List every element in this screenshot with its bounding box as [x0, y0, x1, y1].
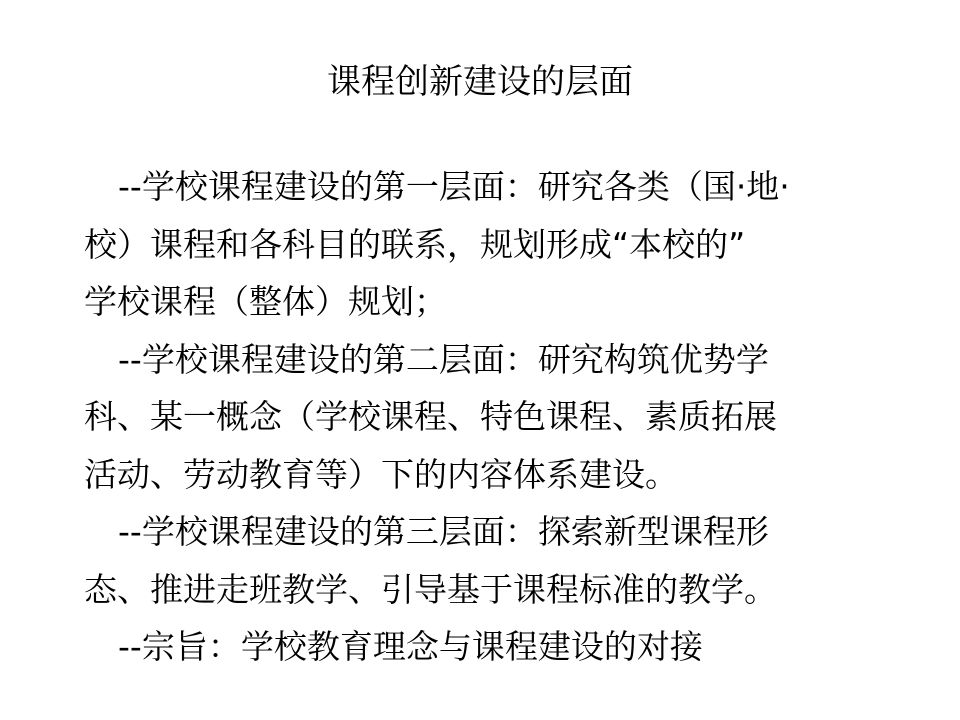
body-line-level-1-cont-a: 校）课程和各科目的联系，规划形成“本校的” [84, 224, 746, 264]
body-line-level-2-cont-a: 科、某一概念（学校课程、特色课程、素质拓展 [84, 397, 777, 436]
body-line-level-2: --学校课程建设的第二层面：研究构筑优势学 [118, 339, 769, 379]
body-line-level-3: --学校课程建设的第三层面：探索新型课程形 [118, 512, 769, 551]
slide-title: 课程创新建设的层面 [327, 62, 633, 102]
body-line-purpose: --宗旨：学校教育理念与课程建设的对接 [118, 627, 703, 666]
body-line-level-2-cont-b: 活动、劳动教育等）下的内容体系建设。 [84, 454, 678, 494]
body-line-level-3-cont: 态、推进走班教学、引导基于课程标准的教学。 [84, 569, 777, 609]
slide-body [84, 158, 880, 676]
body-line-level-1: --学校课程建设的第一层面：研究各类（国·地· [118, 167, 790, 206]
body-line-level-1-cont-b: 学校课程（整体）规划； [84, 282, 447, 321]
